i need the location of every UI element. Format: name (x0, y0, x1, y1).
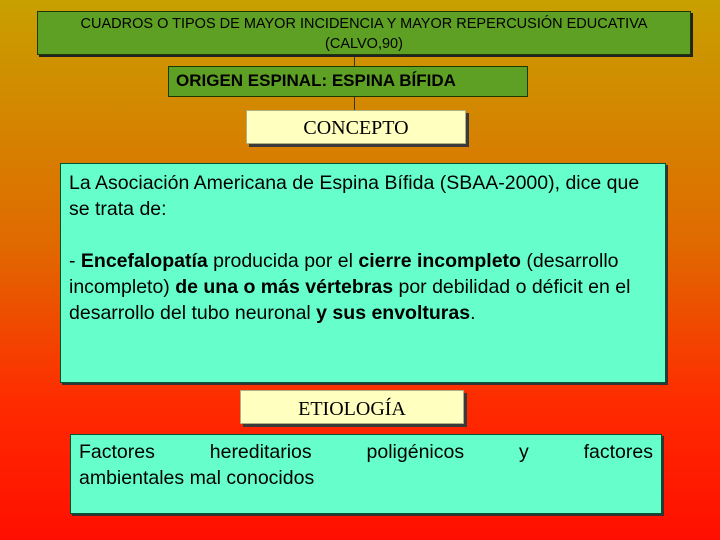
def-bold-4: y sus envolturas (316, 302, 471, 324)
def-part-2: producida por el (207, 250, 359, 272)
etiology-box (70, 434, 662, 514)
origin-text: ORIGEN ESPINAL: ESPINA BÍFIDA (176, 71, 456, 90)
def-part-1: - (69, 250, 81, 272)
etiology-label (240, 390, 464, 424)
concept-intro: La Asociación Americana de Espina Bífida (SBAA-2000), dice que se trata de: (69, 172, 640, 220)
connector-title-origin (354, 55, 355, 66)
concept-box (60, 163, 666, 383)
etiology-line-1: Factores hereditarios poligénicos y factores (79, 441, 653, 463)
etiology-label-text: ETIOLOGÍA (298, 398, 406, 420)
concept-definition (69, 248, 657, 326)
def-bold-1: Encefalopatía (80, 250, 208, 272)
def-bold-2: cierre incompleto (358, 250, 521, 272)
concept-label (246, 110, 466, 144)
def-part-5: . (470, 302, 476, 324)
connector-origin-concept (354, 97, 355, 110)
def-part-3: (desarrollo incompleto) (69, 250, 619, 298)
origin-box (168, 66, 528, 97)
def-part-4: por debilidad o déficit en el desarrollo del tubo neuronal (69, 276, 631, 324)
title-line-1: CUADROS O TIPOS DE MAYOR INCIDENCIA Y MAYOR REPERCUSIÓN EDUCATIVA (80, 16, 648, 32)
def-bold-3: de una o más vértebras (175, 276, 394, 298)
title-box (37, 11, 691, 55)
etiology-line-2: ambientales mal conocidos (79, 467, 315, 489)
title-line-2: (CALVO,90) (325, 36, 403, 52)
concept-label-text: CONCEPTO (303, 117, 409, 139)
